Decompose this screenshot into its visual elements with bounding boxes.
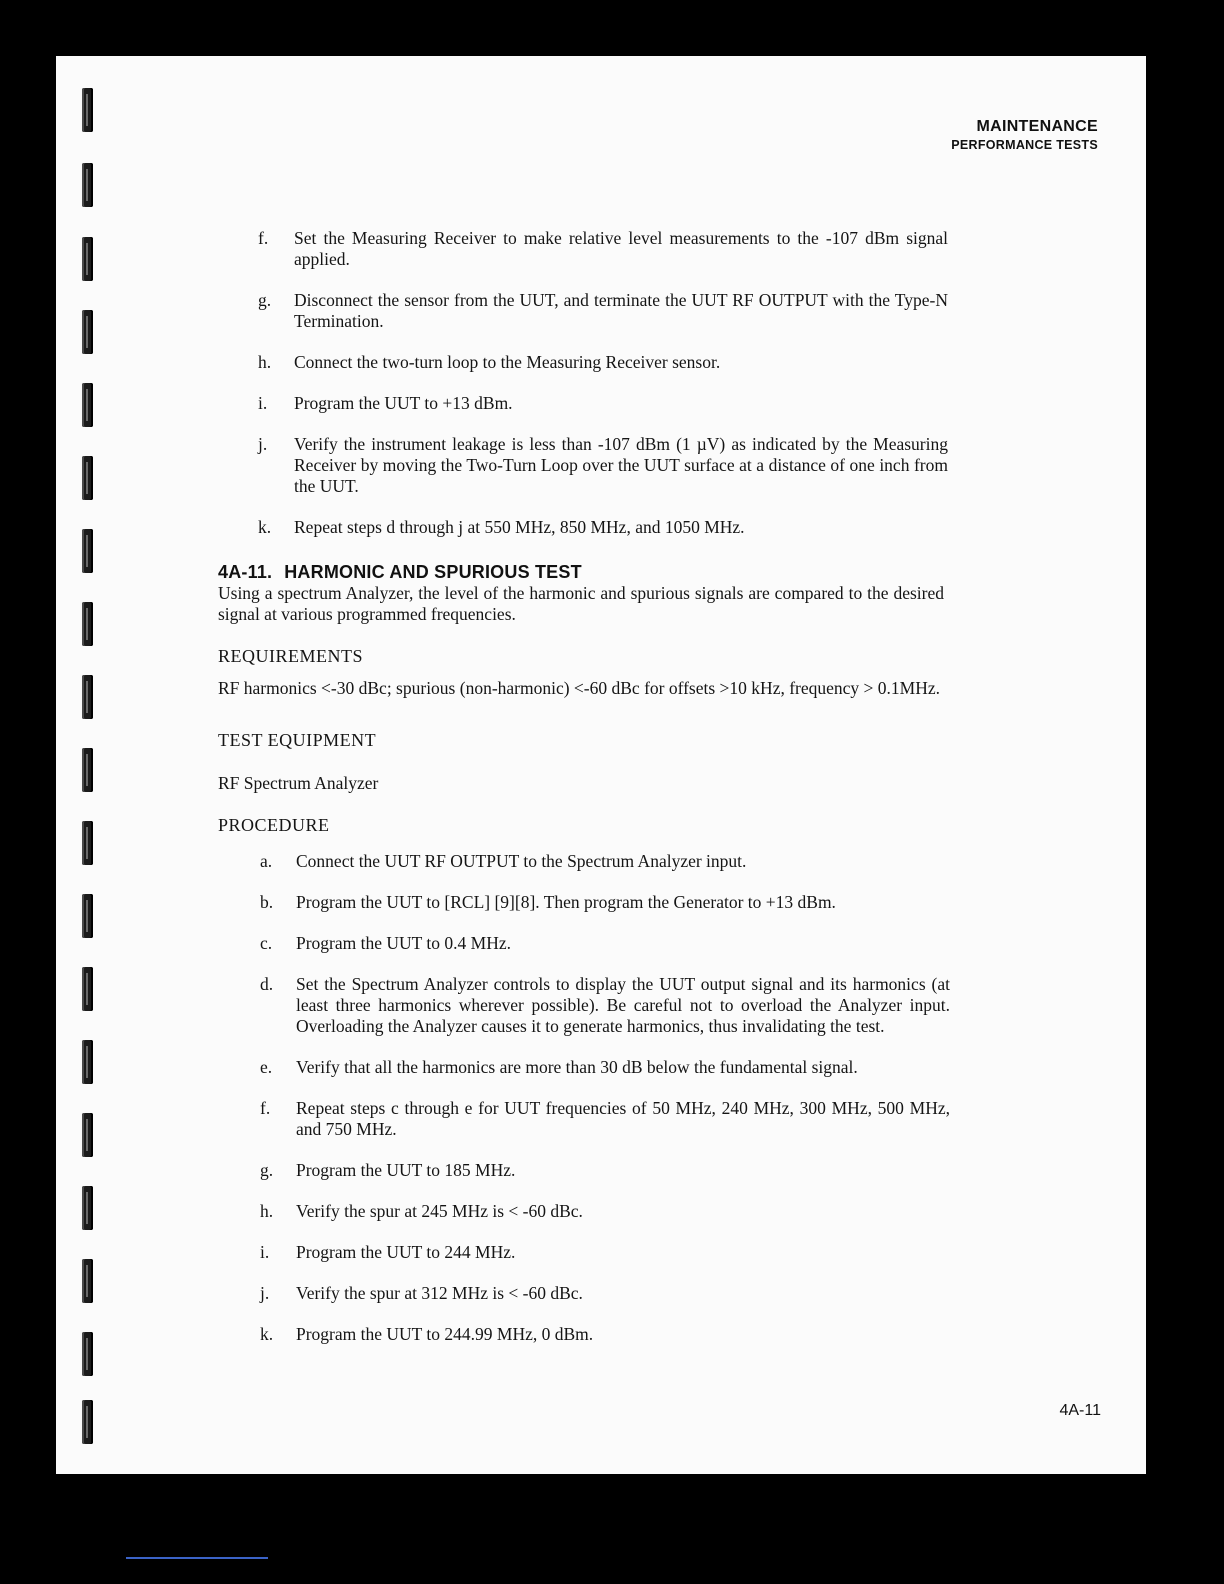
step-letter: i. <box>258 393 268 413</box>
step-letter: f. <box>258 228 269 248</box>
list-item <box>260 1057 950 1078</box>
list-item <box>260 1324 950 1345</box>
leakage-steps <box>258 228 948 558</box>
step-text: Verify the spur at 312 MHz is < -60 dBc. <box>296 1283 583 1303</box>
step-text: Disconnect the sensor from the UUT, and terminate the UUT RF OUTPUT with the Type-N Termination. <box>294 290 948 331</box>
step-letter: j. <box>258 434 268 454</box>
binder-hole <box>82 1113 93 1157</box>
header-title: MAINTENANCE <box>976 118 1098 135</box>
list-item <box>258 434 948 497</box>
step-text: Connect the UUT RF OUTPUT to the Spectrum Analyzer input. <box>296 851 747 871</box>
binder-hole <box>82 748 93 792</box>
step-text: Verify the instrument leakage is less than -107 dBm (1 µV) as indicated by the Measuring Receiver by moving the Two-Turn Loop over the UUT surface at a distance of one inch from the UUT. <box>294 434 948 496</box>
requirements-text: RF harmonics <-30 dBc; spurious (non-harmonic) <-60 dBc for offsets >10 kHz, frequency > 0.1MHz. <box>218 678 941 698</box>
step-text: Repeat steps d through j at 550 MHz, 850 MHz, and 1050 MHz. <box>294 517 745 537</box>
page-header <box>951 118 1098 152</box>
binder-hole <box>82 1259 93 1303</box>
step-letter: e. <box>260 1057 273 1077</box>
binder-hole <box>82 529 93 573</box>
section-harmonic-spurious <box>218 562 944 625</box>
step-text: Set the Spectrum Analyzer controls to display the UUT output signal and its harmonics (at least three harmonics wherever possible). Be careful not to overload the Analyzer input. Overloading the Analyzer causes it to generate harmonics, thus invalidating the test. <box>296 974 950 1036</box>
section-title <box>218 562 944 583</box>
test-equipment-heading: TEST EQUIPMENT <box>218 730 377 750</box>
test-equipment-text: RF Spectrum Analyzer <box>218 773 379 793</box>
binder-hole <box>82 894 93 938</box>
step-text: Program the UUT to 244.99 MHz, 0 dBm. <box>296 1324 594 1344</box>
list-item <box>260 892 950 913</box>
binder-hole <box>82 602 93 646</box>
binder-hole <box>82 1400 93 1444</box>
step-letter: g. <box>260 1160 274 1180</box>
binder-hole <box>82 163 93 207</box>
step-text: Set the Measuring Receiver to make relative level measurements to the -107 dBm signal applied. <box>294 228 948 269</box>
section-title-text: HARMONIC AND SPURIOUS TEST <box>284 562 582 582</box>
list-item <box>258 393 948 414</box>
step-text: Repeat steps c through e for UUT frequencies of 50 MHz, 240 MHz, 300 MHz, 500 MHz, and 750 MHz. <box>296 1098 950 1139</box>
binder-hole <box>82 310 93 354</box>
header-subtitle: PERFORMANCE TESTS <box>951 138 1098 152</box>
binder-hole <box>82 821 93 865</box>
scan-edge-line <box>126 1557 268 1559</box>
step-letter: h. <box>260 1201 274 1221</box>
binder-hole <box>82 237 93 281</box>
section-number: 4A-11. <box>218 562 273 582</box>
binder-hole <box>82 1040 93 1084</box>
step-letter: b. <box>260 892 274 912</box>
list-item <box>260 1242 950 1263</box>
step-text: Verify that all the harmonics are more than 30 dB below the fundamental signal. <box>296 1057 858 1077</box>
list-item <box>258 228 948 270</box>
list-item <box>260 974 950 1037</box>
list-item <box>258 352 948 373</box>
list-item <box>258 290 948 332</box>
binder-hole <box>82 675 93 719</box>
binder-hole <box>82 967 93 1011</box>
step-text: Program the UUT to 185 MHz. <box>296 1160 516 1180</box>
step-text: Verify the spur at 245 MHz is < -60 dBc. <box>296 1201 583 1221</box>
step-text: Program the UUT to [RCL] [9][8]. Then program the Generator to +13 dBm. <box>296 892 836 912</box>
step-letter: g. <box>258 290 272 310</box>
step-letter: i. <box>260 1242 270 1262</box>
step-letter: k. <box>260 1324 274 1344</box>
step-text: Connect the two-turn loop to the Measuring Receiver sensor. <box>294 352 721 372</box>
list-item <box>260 1283 950 1304</box>
binder-hole <box>82 1186 93 1230</box>
step-letter: d. <box>260 974 274 994</box>
step-letter: a. <box>260 851 273 871</box>
procedure-heading: PROCEDURE <box>218 815 330 835</box>
list-item <box>260 1160 950 1181</box>
binder-hole <box>82 1332 93 1376</box>
binder-hole <box>82 88 93 132</box>
binder-hole <box>82 456 93 500</box>
section-intro: Using a spectrum Analyzer, the level of the harmonic and spurious signals are compared to the desired signal at various programmed frequencies. <box>218 583 944 624</box>
step-text: Program the UUT to 244 MHz. <box>296 1242 516 1262</box>
procedure-steps <box>260 851 950 1365</box>
page-number: 4A-11 <box>1059 1402 1101 1419</box>
step-letter: k. <box>258 517 272 537</box>
list-item <box>260 1098 950 1140</box>
list-item <box>258 517 948 538</box>
list-item <box>260 851 950 872</box>
list-item <box>260 1201 950 1222</box>
step-text: Program the UUT to +13 dBm. <box>294 393 513 413</box>
binder-hole <box>82 383 93 427</box>
step-letter: c. <box>260 933 273 953</box>
list-item <box>260 933 950 954</box>
step-text: Program the UUT to 0.4 MHz. <box>296 933 511 953</box>
step-letter: h. <box>258 352 272 372</box>
step-letter: j. <box>260 1283 270 1303</box>
step-letter: f. <box>260 1098 271 1118</box>
requirements-heading: REQUIREMENTS <box>218 646 363 666</box>
